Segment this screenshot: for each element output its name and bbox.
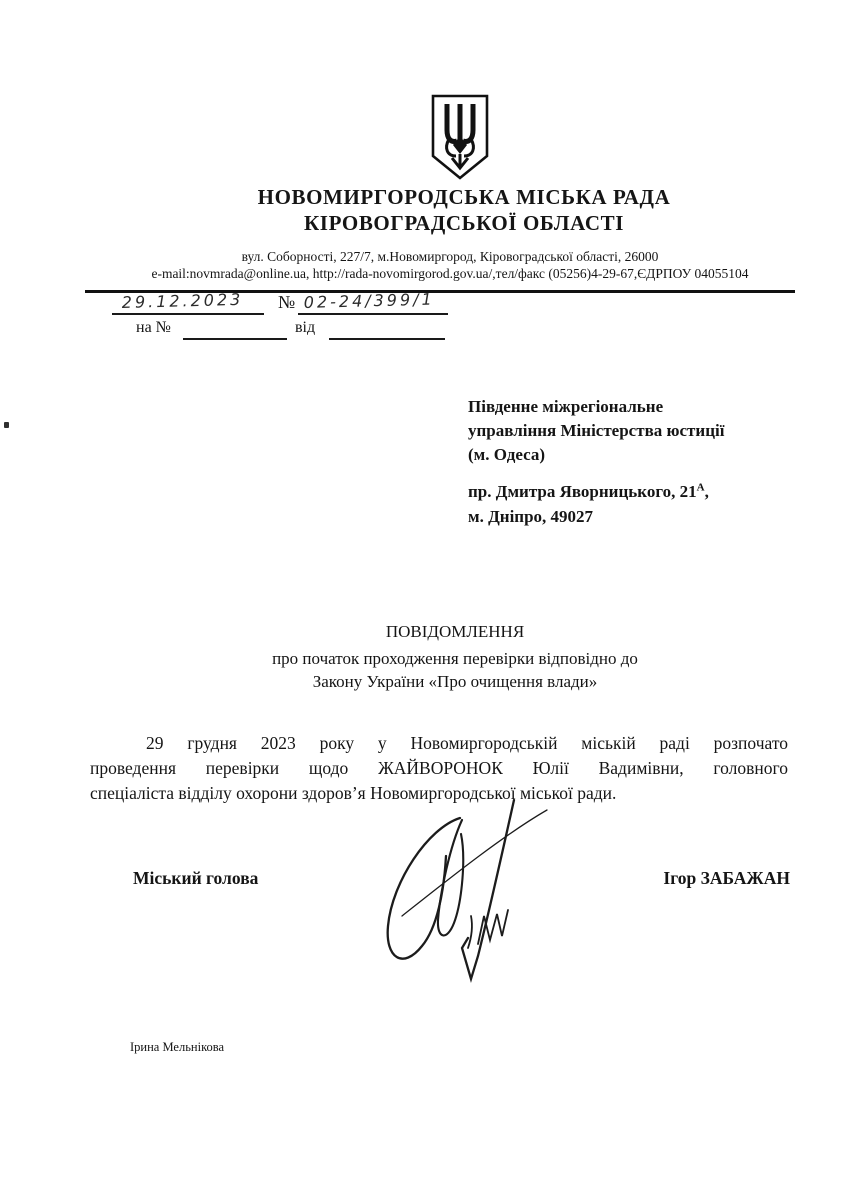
- letterhead-address: [56, 249, 844, 282]
- org-name-line1: НОВОМИРГОРОДСЬКА МІСЬКА РАДА: [257, 185, 671, 209]
- subject-subtitle-line1: про початок проходження перевірки відповідно до: [272, 648, 638, 668]
- recipient-line2: управління Міністерства юстиції: [468, 421, 725, 440]
- body-paragraph: [90, 731, 788, 806]
- recipient-city-line: м. Дніпро, 49027: [468, 507, 594, 526]
- outgoing-date-handwritten: 29.12.2023: [121, 289, 244, 312]
- number-underline: [298, 313, 448, 315]
- body-line2: проведення перевірки щодо ЖАЙВОРОНОК Юлії Вадимівни, головного: [90, 758, 788, 778]
- body-line1: 29 грудня 2023 року у Новомиргородській міській раді розпочато: [146, 733, 788, 753]
- address-line1: вул. Соборності, 227/7, м.Новомиргород, Кіровоградської області, 26000: [241, 249, 659, 264]
- executor-name: Ірина Мельнікова: [130, 1040, 225, 1054]
- tryzub-emblem-icon: [430, 92, 490, 182]
- date-underline: [112, 313, 264, 315]
- recipient-line3: (м. Одеса): [468, 445, 546, 464]
- body-line3: спеціаліста відділу охорони здоров’я Новомиргородської міської ради.: [90, 783, 617, 803]
- from-blank-underline: [329, 338, 445, 340]
- on-number-blank-underline: [183, 338, 287, 340]
- handwritten-signature: [350, 796, 550, 994]
- signer-name: Ігор ЗАБАЖАН: [663, 868, 790, 888]
- scan-speck-artifact: [4, 422, 9, 428]
- org-name-line2: КІРОВОГРАДСЬКОЇ ОБЛАСТІ: [303, 211, 624, 235]
- signer-position-label: Міський голова: [133, 868, 259, 888]
- outgoing-number-handwritten: 02-24/399/1: [303, 289, 435, 312]
- from-label: від: [295, 319, 316, 336]
- street-text: пр. Дмитра Яворницького, 21: [468, 482, 697, 501]
- document-title: ПОВІДОМЛЕННЯ: [385, 622, 525, 641]
- subject-heading: [60, 620, 848, 694]
- street-comma: ,: [704, 482, 709, 501]
- street-superscript: А: [696, 481, 705, 494]
- on-number-label: на №: [136, 319, 171, 336]
- number-sign: №: [278, 292, 296, 312]
- address-line2: e-mail:novmrada@online.ua, http://rada-novomirgorod.gov.ua/,тел/факс (05256)4-29-67,ЄДРПОУ 04055104: [151, 265, 749, 281]
- recipient-line1: Південне міжрегіональне: [468, 397, 664, 416]
- recipient-block: [468, 395, 798, 529]
- recipient-street-line: [468, 479, 798, 504]
- recipient-address: [468, 479, 798, 529]
- subject-subtitle-line2: Закону України «Про очищення влади»: [312, 672, 598, 691]
